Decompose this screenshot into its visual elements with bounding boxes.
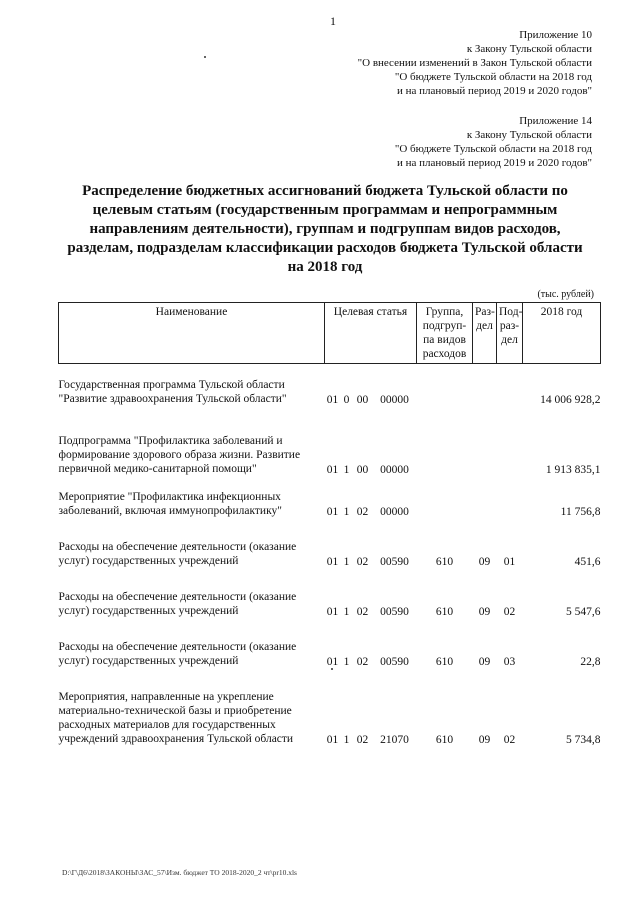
cell-subsection: 02 — [503, 606, 516, 618]
cell-section: 09 — [478, 556, 491, 568]
cell-c4: 00590 — [380, 606, 409, 618]
cell-c1: 01 — [326, 464, 339, 476]
cell-section: 09 — [478, 606, 491, 618]
cell-amount: 14 006 928,2 — [540, 394, 601, 406]
table-header-row — [59, 303, 601, 364]
header-group: Группа, подгруп-па видов расходов — [417, 303, 473, 364]
cell-section: 09 — [478, 734, 491, 746]
cell-c2: 0 — [343, 394, 350, 406]
appendix-line: "О бюджете Тульской области на 2018 год — [394, 71, 592, 83]
cell-subsection: 01 — [503, 556, 516, 568]
cell-subsection — [497, 378, 523, 406]
cell-c2: 1 — [343, 506, 350, 518]
appendix-14-block — [292, 114, 592, 170]
cell-name: Подпрограмма "Профилактика заболеваний и формирование здорового образа жизни. Развитие первичной медико-санитарной помощи" — [58, 435, 301, 475]
cell-c3: 02 — [356, 506, 369, 518]
header-section: Раз-дел — [473, 303, 497, 364]
scan-speck — [204, 56, 206, 58]
cell-section — [473, 378, 497, 406]
appendix-line: и на плановый период 2019 и 2020 годов" — [396, 157, 592, 169]
cell-subsection — [497, 490, 523, 518]
cell-c1: 01 — [326, 734, 339, 746]
cell-c4: 00000 — [380, 394, 409, 406]
page-number: 1 — [330, 14, 336, 28]
cell-c1: 01 — [326, 606, 339, 618]
file-path-footer: D:\Г\Д6\2018\ЗАКОНЫ\ЗАС_57\Изм. бюджет ТО 2018-2020_2 чт\pr10.xls — [62, 868, 297, 877]
table-row — [59, 590, 601, 618]
cell-c2: 1 — [343, 656, 350, 668]
cell-c4: 00000 — [380, 506, 409, 518]
cell-name: Государственная программа Тульской области "Развитие здравоохранения Тульской области" — [58, 379, 287, 405]
cell-section — [473, 434, 497, 476]
cell-subsection: 02 — [503, 734, 516, 746]
table-row — [59, 378, 601, 406]
table-row — [59, 434, 601, 476]
cell-group — [417, 490, 473, 518]
appendix-line: и на плановый период 2019 и 2020 годов" — [396, 85, 592, 97]
cell-c3: 00 — [356, 464, 369, 476]
cell-section: 09 — [478, 656, 491, 668]
row-spacer-cell — [59, 406, 601, 434]
cell-c1: 01 — [326, 394, 339, 406]
row-spacer-cell — [59, 568, 601, 590]
cell-group: 610 — [435, 734, 454, 746]
cell-name: Расходы на обеспечение деятельности (оказание услуг) государственных учреждений — [58, 591, 297, 617]
appendix-line: к Закону Тульской области — [466, 43, 592, 55]
cell-amount: 1 913 835,1 — [545, 464, 601, 476]
cell-c4: 00590 — [380, 656, 409, 668]
document-title: Распределение бюджетных ассигнований бюджета Тульской области по целевым статьям (государственным программам и непрограммным направлениям деятельности), группам и подгруппам видов расходов, разделам, подразделам классификации расходов бюджета Тульской области на 2018 год — [67, 183, 583, 275]
cell-c3: 02 — [356, 656, 369, 668]
appendix-line: "О внесении изменений в Закон Тульской области — [357, 57, 592, 69]
row-spacer — [59, 618, 601, 640]
cell-subsection: 03 — [503, 656, 516, 668]
cell-group — [417, 378, 473, 406]
cell-name: Расходы на обеспечение деятельности (оказание услуг) государственных учреждений — [58, 541, 297, 567]
cell-group: 610 — [435, 556, 454, 568]
appendix-line: Приложение 10 — [519, 29, 592, 41]
row-spacer — [59, 406, 601, 434]
budget-table — [58, 302, 601, 746]
cell-group: 610 — [435, 606, 454, 618]
cell-name: Мероприятия, направленные на укрепление материально-технической базы и приобретение расходных материалов для государственных учреждений здравоохранения Тульской области — [58, 691, 294, 745]
row-spacer-cell — [59, 618, 601, 640]
row-spacer-cell — [59, 518, 601, 540]
cell-name: Расходы на обеспечение деятельности (оказание услуг) государственных учреждений — [58, 641, 297, 667]
table-row — [59, 690, 601, 746]
header-target: Целевая статья — [325, 303, 417, 364]
appendix-10-block — [292, 28, 592, 98]
cell-c2: 1 — [343, 606, 350, 618]
header-subsection: Под-раз-дел — [497, 303, 523, 364]
cell-c3: 02 — [356, 606, 369, 618]
cell-c3: 02 — [356, 734, 369, 746]
cell-c4: 21070 — [380, 734, 409, 746]
row-spacer — [59, 568, 601, 590]
cell-c3: 00 — [356, 394, 369, 406]
cell-group — [417, 434, 473, 476]
row-spacer — [59, 364, 601, 379]
row-spacer — [59, 476, 601, 490]
row-spacer-cell — [59, 476, 601, 490]
cell-c2: 1 — [343, 734, 350, 746]
appendix-line: к Закону Тульской области — [466, 129, 592, 141]
appendix-line: "О бюджете Тульской области на 2018 год — [394, 143, 592, 155]
header-year: 2018 год — [523, 303, 601, 364]
cell-c2: 1 — [343, 556, 350, 568]
cell-amount: 22,8 — [580, 656, 601, 668]
cell-amount: 11 756,8 — [560, 506, 601, 518]
scan-speck — [331, 668, 333, 670]
cell-amount: 5 734,8 — [566, 734, 601, 746]
cell-c1: 01 — [326, 556, 339, 568]
cell-subsection — [497, 434, 523, 476]
units-label: (тыс. рублей) — [537, 289, 594, 300]
cell-c1: 01 — [326, 506, 339, 518]
cell-c3: 02 — [356, 556, 369, 568]
cell-name: Мероприятие "Профилактика инфекционных заболеваний, включая иммунопрофилактику" — [58, 491, 282, 517]
cell-group: 610 — [435, 656, 454, 668]
cell-amount: 451,6 — [574, 556, 601, 568]
table-row — [59, 490, 601, 518]
cell-amount: 5 547,6 — [566, 606, 601, 618]
cell-section — [473, 490, 497, 518]
header-name: Наименование — [59, 303, 325, 364]
row-spacer-cell — [59, 364, 601, 379]
cell-c4: 00000 — [380, 464, 409, 476]
appendix-line: Приложение 14 — [519, 115, 592, 127]
table-row — [59, 540, 601, 568]
row-spacer — [59, 668, 601, 690]
row-spacer — [59, 518, 601, 540]
cell-c2: 1 — [343, 464, 350, 476]
cell-c4: 00590 — [380, 556, 409, 568]
table-row — [59, 640, 601, 668]
row-spacer-cell — [59, 668, 601, 690]
cell-c1: 01 — [326, 656, 339, 668]
